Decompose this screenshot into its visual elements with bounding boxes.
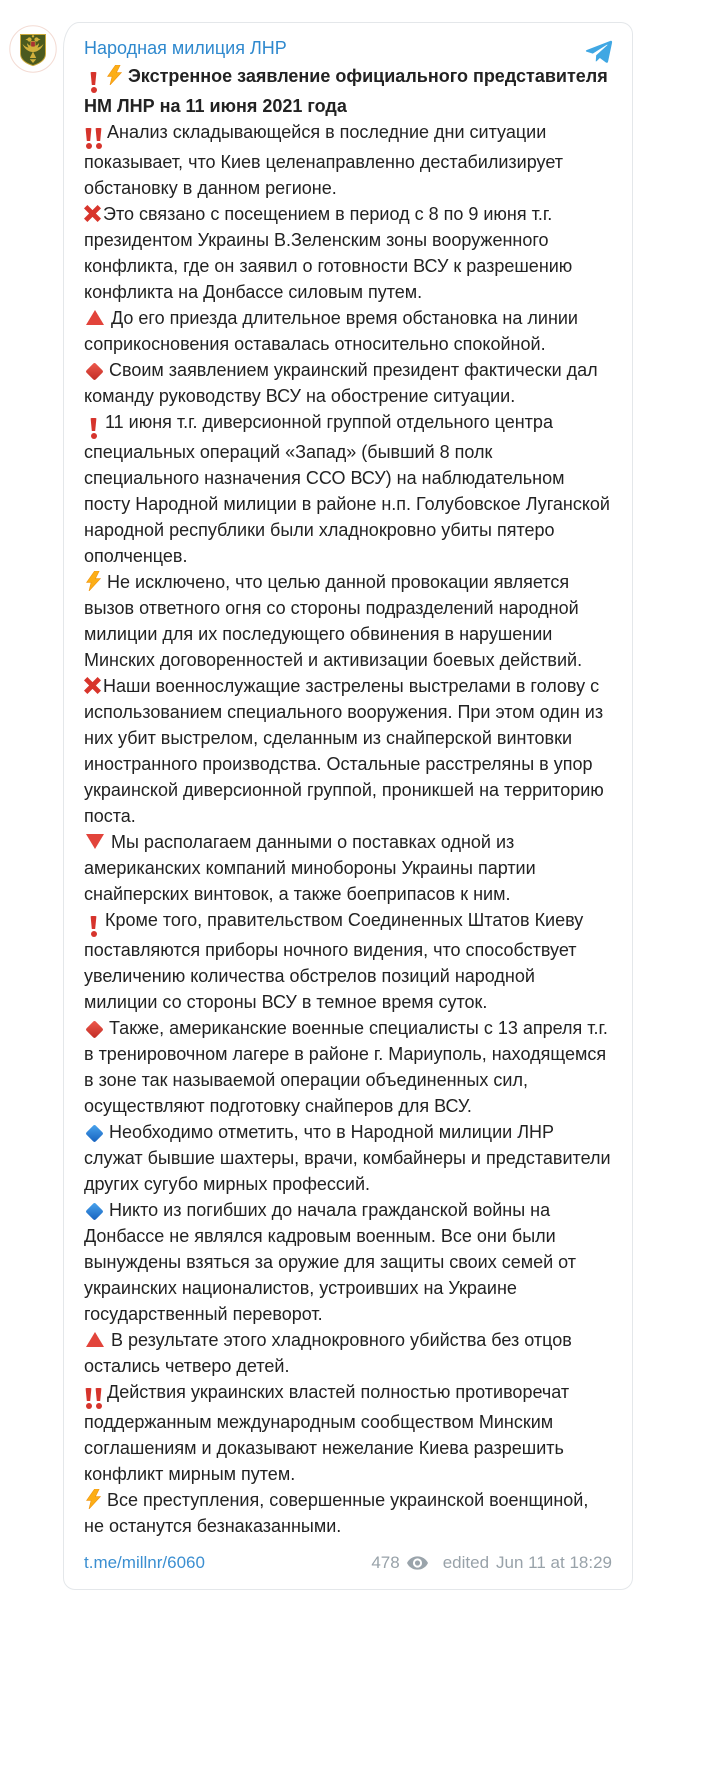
red-exclamation-icon	[90, 418, 97, 439]
message-paragraph: До его приезда длительное время обстановка на линии соприкосновения оставалась относительно спокойной.	[84, 308, 578, 354]
message-paragraph: 11 июня т.г. диверсионной группой отдельного центра специальных операций «Запад» (бывший 8 полк специального назначения ССО ВСУ) на наблюдательном посту Народной милиции в районе н.п. Голубовское Луганской народной республики были хладнокровно убиты пятеро ополченцев.	[84, 412, 610, 566]
double-red-exclamation-icon	[85, 128, 102, 149]
red-cross-icon	[84, 677, 101, 694]
message-paragraph: Все преступления, совершенные украинской военщиной, не останутся безнаказанными.	[84, 1490, 589, 1536]
red-diamond-icon	[85, 362, 103, 380]
telegram-plane-icon[interactable]	[584, 37, 614, 67]
message-paragraph: Экстренное заявление официального представителя НМ ЛНР на 11 июня 2021 года	[84, 66, 608, 116]
message-paragraph: Необходимо отметить, что в Народной милиции ЛНР служат бывшие шахтеры, врачи, комбайнеры и представители других сугубо мирных профессий.	[84, 1122, 611, 1194]
blue-diamond-icon	[85, 1202, 103, 1220]
message-paragraph: В результате этого хладнокровного убийства без отцов остались четверо детей.	[84, 1330, 572, 1376]
blue-diamond-icon	[85, 1124, 103, 1142]
red-triangle-up-icon	[86, 1332, 104, 1347]
post-meta	[371, 1551, 612, 1575]
red-exclamation-icon	[90, 72, 97, 93]
post-link[interactable]: t.me/millnr/6060	[84, 1553, 205, 1572]
edited-label: edited	[442, 1553, 490, 1572]
bubble-header	[84, 36, 612, 60]
red-diamond-icon	[85, 1020, 103, 1038]
message-paragraph: Наши военнослужащие застрелены выстрелами в голову с использованием специального вооружения. При этом один из них убит выстрелом, сделанным из снайперской винтовки иностранного производства. Остальные расстреляны в упор украинской диверсионной группой, проникшей на территорию поста.	[84, 676, 604, 826]
red-triangle-down-icon	[86, 834, 104, 849]
message-bubble	[63, 22, 633, 1590]
message-paragraph: Также, американские военные специалисты с 13 апреля т.г. в тренировочном лагере в районе г. Мариуполь, находящемся в зоне так называемой операции объединенных сил, осуществляют подготовку снайперов для ВСУ.	[84, 1018, 608, 1116]
message-paragraph: Действия украинских властей полностью противоречат поддержанным международным сообществом Минским соглашениям и доказывают нежелание Киева разрешить конфликт мирным путем.	[84, 1382, 570, 1484]
views-count: 478	[371, 1553, 400, 1572]
eye-icon	[407, 1556, 428, 1570]
timestamp: Jun 11 at 18:29	[496, 1553, 612, 1572]
message-paragraph: Мы располагаем данными о поставках одной из американских компаний минобороны Украины партии снайперских винтовок, а также боеприпасов к ним.	[84, 832, 536, 904]
lightning-icon	[86, 571, 101, 591]
red-triangle-up-icon	[86, 310, 104, 325]
lnr-militia-emblem	[9, 25, 57, 73]
message-paragraph: Своим заявлением украинский президент фактически дал команду руководству ВСУ на обострение ситуации.	[84, 360, 598, 406]
message-text	[84, 63, 612, 1539]
bubble-footer	[84, 1551, 612, 1575]
message-paragraph: Кроме того, правительством Соединенных Штатов Киеву поставляются приборы ночного видения, что способствует увеличению количества обстрелов позиций народной милиции со стороны ВСУ в темное время суток.	[84, 910, 584, 1012]
message-paragraph: Анализ складывающейся в последние дни ситуации показывает, что Киев целенаправленно дестабилизирует обстановку в данном регионе.	[84, 122, 563, 198]
red-cross-icon	[84, 205, 101, 222]
lightning-icon	[107, 65, 122, 85]
red-exclamation-icon	[90, 916, 97, 937]
channel-name-link[interactable]: Народная милиция ЛНР	[84, 38, 287, 58]
lightning-icon	[86, 1489, 101, 1509]
double-red-exclamation-icon	[85, 1388, 102, 1409]
channel-avatar[interactable]	[9, 25, 57, 73]
message-paragraph: Это связано с посещением в период с 8 по 9 июня т.г. президентом Украины В.Зеленским зоны вооруженного конфликта, где он заявил о готовности ВСУ к разрешению конфликта на Донбассе силовым путем.	[84, 204, 573, 302]
message-paragraph: Никто из погибших до начала гражданской войны на Донбассе не являлся кадровым военным. Все они были вынуждены взяться за оружие для защиты своих семей от украинских националистов, устроивших на Украине государственный переворот.	[84, 1200, 577, 1324]
message-paragraph: Не исключено, что целью данной провокации является вызов ответного огня со стороны подразделений народной милиции для их последующего обвинения в нарушении Минских договоренностей и активизации боевых действий.	[84, 572, 583, 670]
